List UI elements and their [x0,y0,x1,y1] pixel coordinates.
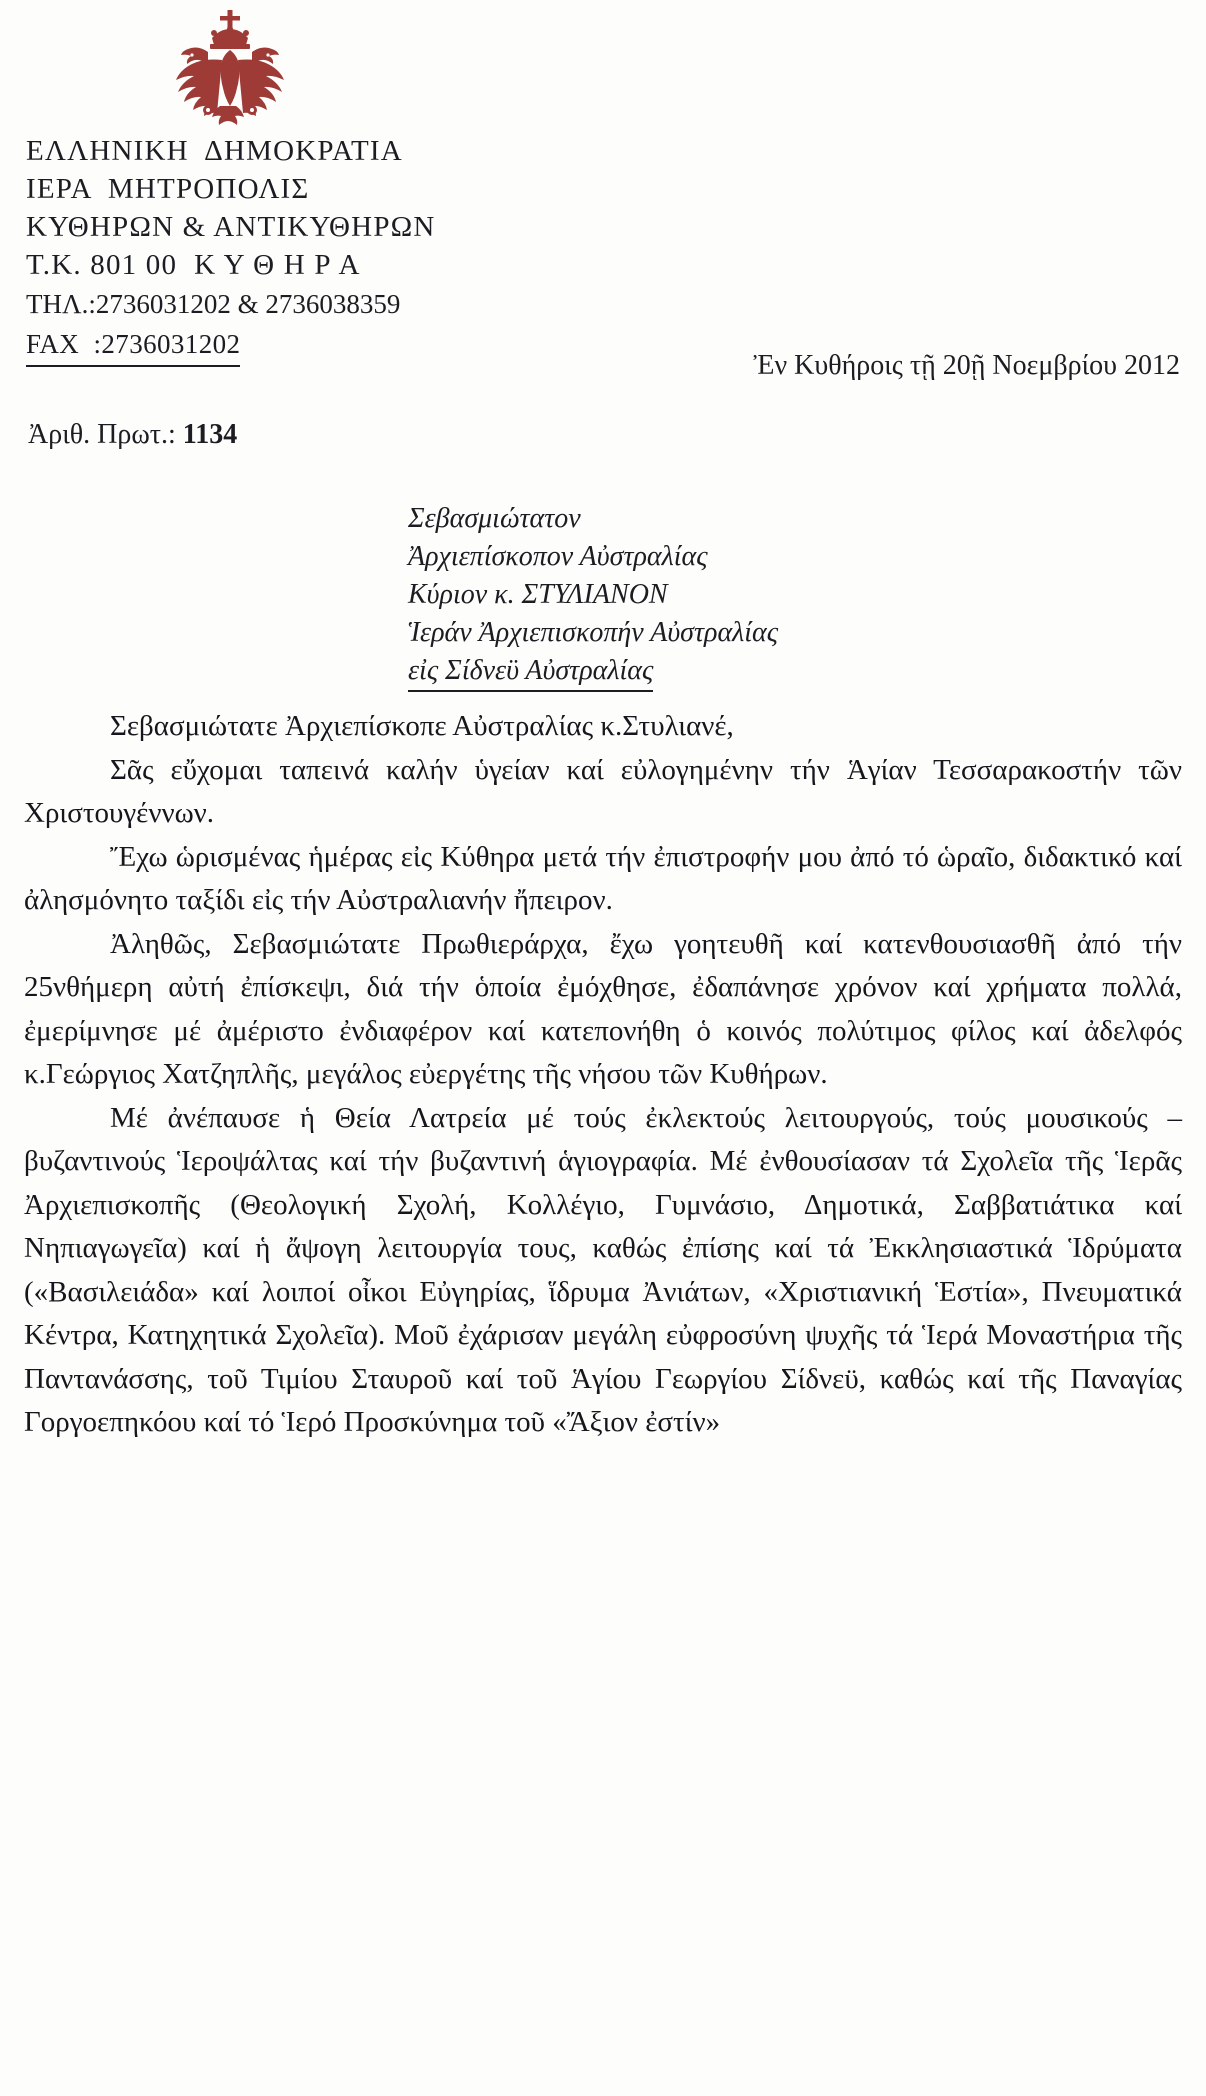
letterhead-fax: FAX :2736031202 [26,324,240,367]
protocol-label: Ἀριθ. Πρωτ.: [28,419,176,450]
date-line: Ἐν Κυθήροις τῇ 20ῇ Νοεμβρίου 2012 [753,350,1180,381]
letterhead-line-kythera: ΚΥΘΗΡΩΝ & ΑΝΤΙΚΥΘΗΡΩΝ [26,211,436,243]
addressee-line-title: Σεβασμιώτατον [408,503,581,534]
body-paragraph: Σᾶς εὔχομαι ταπεινά καλήν ὑγείαν καί εὐλογημένην τήν Ἁγίαν Τεσσαρακοστήν τῶν Χριστουγέννων. [24,753,1182,829]
body-paragraph: Ἔχω ὡρισμένας ἡμέρας εἰς Κύθηρα μετά τήν ἐπιστροφήν μου ἀπό τό ὡραῖο, διδακτικό καί ἀλησμόνητο ταξίδι εἰς τήν Αὐστραλιανήν ἤπειρον. [24,840,1182,916]
body-paragraph: Μέ ἀνέπαυσε ἡ Θεία Λατρεία μέ τούς ἐκλεκτούς λειτουργούς, τούς μουσικούς – βυζαντινούς Ἱεροψάλτας καί τήν βυζαντινή ἁγιογραφία. Μέ ἐνθουσίασαν τά Σχολεῖα τῆς Ἱερᾶς Ἀρχιεπισκοπῆς (Θεολογική Σχολή, Κολλέγιο, Γυμνάσιο, Δημοτικά, Σαββατιάτικα καί Νηπιαγωγεῖα) καί ἡ ἄψογη λειτουργία τους, καθώς ἐπίσης καί τά Ἐκκλησιαστικά Ἱδρύματα («Βασιλειάδα» καί λοιποί οἶκοι Εὐγηρίας, ἵδρυμα Ἀνιάτων, «Χριστιανική Ἑστία», Πνευματικά Κέντρα, Κατηχητικά Σχολεῖα). Μοῦ ἐχάρισαν μεγάλη εὐφροσύνη ψυχῆς τά Ἱερά Μοναστήρια τῆς Παντανάσσης, τοῦ Τιμίου Σταυροῦ καί τοῦ Ἁγίου Γεωργίου Σίδνεϋ, καθώς καί τῆς Παναγίας Γοργοεπηκόου καί τό Ἱερό Προσκύνημα τοῦ «Ἄξιον ἐστίν» [24,1101,1182,1438]
body-salutation: Σεβασμιώτατε Ἀρχιεπίσκοπε Αὐστραλίας κ.Στυλιανέ, [110,710,734,742]
body-paragraph: Ἀληθῶς, Σεβασμιώτατε Πρωθιεράρχα, ἔχω γοητευθῆ καί κατενθουσιασθῆ ἀπό τήν 25νθήμερη αὐτή ἐπίσκεψι, διά τήν ὁποία ἐμόχθησε, ἐδαπάνησε χρόνον καί χρήματα πολλά, ἐμερίμνησε μέ ἀμέριστο ἐνδιαφέρον καί κατεπονήθη ὁ κοινός πολύτιμος φίλος καί ἀδελφός κ.Γεώργιος Χατζηπλῆς, μεγάλος εὐεργέτης τῆς νήσου τῶν Κυθήρων. [24,927,1182,1090]
addressee-line-archdiocese: Ἱεράν Ἀρχιεπισκοπήν Αὐστραλίας [408,617,779,648]
protocol-number [28,417,237,453]
letterhead-line-republic: ΕΛΛΗΝΙΚΗ ΔΗΜΟΚΡΑΤΙΑ [26,135,403,167]
letterhead [26,132,666,367]
addressee-line-role: Ἀρχιεπίσκοπον Αὐστραλίας [408,541,708,572]
protocol-value: 1134 [182,419,238,450]
letterhead-line-postcode: Τ.Κ. 801 00 Κ Υ Θ Η Ρ Α [26,249,361,281]
addressee-block [408,500,1108,692]
letterhead-line-metropolis: ΙΕΡΑ ΜΗΤΡΟΠΟΛΙΣ [26,173,310,205]
addressee-line-name: Κύριον κ. ΣΤΥΛΙΑΝΟΝ [408,579,668,610]
letter-body [24,705,1182,1445]
letterhead-telephone: ΤΗΛ.:2736031202 & 2736038359 [26,289,401,319]
addressee-line-city: εἰς Σίδνεϋ Αὐστραλίας [408,652,653,692]
byzantine-double-headed-eagle-icon [150,8,310,138]
